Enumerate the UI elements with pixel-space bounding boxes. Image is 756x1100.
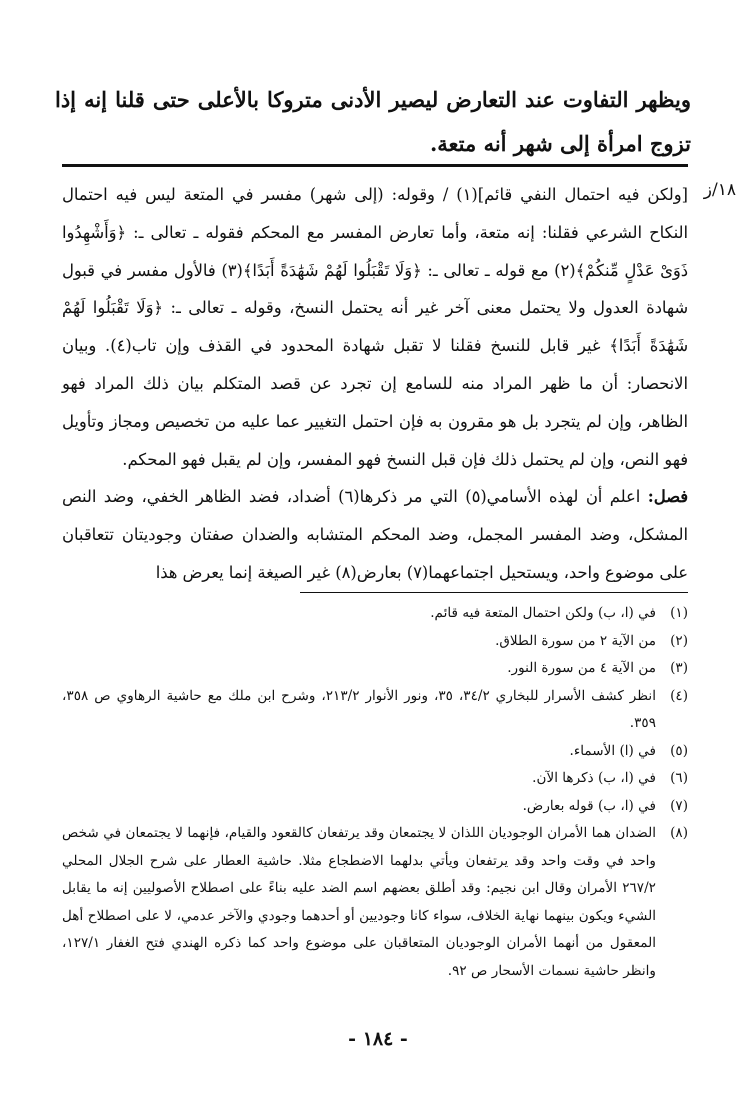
footnote-text: من الآية ٤ من سورة النور. [507,660,656,676]
footnote-text: الضدان هما الأمران الوجوديان اللذان لا يجتمعان وقد يرتفعان كالقعود والقيام، فإنهما لا يجتمعان في شخص واحد في وقت واحد وقد يرتفعان ويأتي بدلهما الاضطجاع مثلا. حاشية العطار على شرح الجلال المحلي ٢٦٧/٢ الأمران وقال ابن نجيم: وقد أطلق بعضهم اسم الضد عليه بناءً على اصطلاح الأصوليين إنه ما يقابل الشيء ويكون بينهما نهاية الخلاف، سواء كانا وجوديين أو أحدهما وجودي والآخر عدمي، لا على اصطلاح أهل المعقول من أنهما الأمران الوجوديان المتعاقبان على موضوع واحد كما ذكره الهندي فتح الغفار ١٢٧/١، وانظر حاشية نسمات الأسحار ص ٩٢. [62,825,656,979]
commentary-paragraph-section [62,478,688,591]
commentary-section [62,176,688,592]
footnote-text: في (ا، ب) ولكن احتمال المتعة فيه قائم. [430,605,656,621]
footnote-text: من الآية ٢ من سورة الطلاق. [495,632,656,649]
section-body: اعلم أن لهذه الأسامي(٥) التي مر ذكرها(٦) أضداد، فضد الظاهر الخفي، وضد النص المشكل، وضد المفسر المجمل، وضد المحكم المتشابه والضدان صفتان وجوديتان تتعاقبان على موضوع واحد، ويستحيل اجتماعهما(٧) بعارض(٨) غير الصيغة إنما يعرض هذا [62,487,688,582]
footnote-item [62,765,688,793]
footnote-number: (٥) [670,742,688,759]
footnote-number: (٣) [670,660,688,676]
main-text-divider [62,164,688,167]
footnote-item [62,628,688,656]
section-label: فصل: [647,487,688,507]
footnotes-list [62,600,688,985]
footnote-number: (٤) [670,687,688,704]
footnote-item [62,600,688,628]
footnote-text: في (ا، ب) قوله بعارض. [522,797,656,814]
footnote-item [62,655,688,683]
footnote-number: (٢) [670,632,688,649]
page-number: - ١٨٤ - [348,1028,408,1050]
footnote-item [62,738,688,766]
manuscript-marker: ١٨/ز [703,180,736,200]
footnote-text: في (ا) الأسماء. [569,742,656,759]
footnote-text: انظر كشف الأسرار للبخاري ٣٤/٢، ٣٥، ونور الأنوار ٢١٣/٢، وشرح ابن ملك مع حاشية الرهاوي ص ٣٥٨، ٣٥٩. [62,687,656,731]
commentary-paragraph: [ولكن فيه احتمال النفي قائم](١) / وقوله: (إلى شهر) مفسر في المتعة ليس فيه احتمال النكاح الشرعي فقلنا: إنه متعة، وأما تعارض المفسر مع المحكم فقوله ـ تعالى ـ: ﴿وَأَشْهِدُوا ذَوَىْ عَدْلٍ مِّنكُمْ﴾(٢) مع قوله ـ تعالى ـ: ﴿وَلَا تَقْبَلُوا لَهُمْ شَهَٰدَةً أَبَدًا﴾(٣) فالأول مفسر في قبول شهادة العدول ولا يحتمل معنى آخر غير أنه يحتمل النسخ، وقوله ـ تعالى ـ: ﴿وَلَا تَقْبَلُوا لَهُمْ شَهَٰدَةً أَبَدًا﴾ غير قابل للنسخ فقلنا لا تقبل شهادة المحدود في القذف وإن تاب(٤). وبيان الانحصار: أن ما ظهر المراد منه للسامع إن تجرد عن قصد المتكلم بيان ذلك المراد فهو الظاهر، وإن لم يتجرد بل هو مقرون به فإن احتمل التغيير عما عليه من تخصيص ومجاز وتأويل فهو النص، وإن لم يحتمل ذلك فإن قبل النسخ فهو المفسر، وإن لم يقبل فهو المحكم. [62,185,688,469]
footnote-number: (١) [670,605,688,621]
footnote-item [62,793,688,821]
footnote-number: (٨) [670,825,688,841]
main-text-passage: ويظهر التفاوت عند التعارض ليصير الأدنى متروكا بالأعلى حتى قلنا إنه إذا تزوج امرأة إلى شهر أنه متعة. [55,87,691,156]
footnote-item [62,820,688,985]
footnote-divider [300,592,688,593]
footnote-number: (٦) [670,770,688,786]
footnote-number: (٧) [670,797,688,814]
footnote-item [62,683,688,738]
footnote-text: في (ا، ب) ذكرها الآن. [532,770,656,786]
